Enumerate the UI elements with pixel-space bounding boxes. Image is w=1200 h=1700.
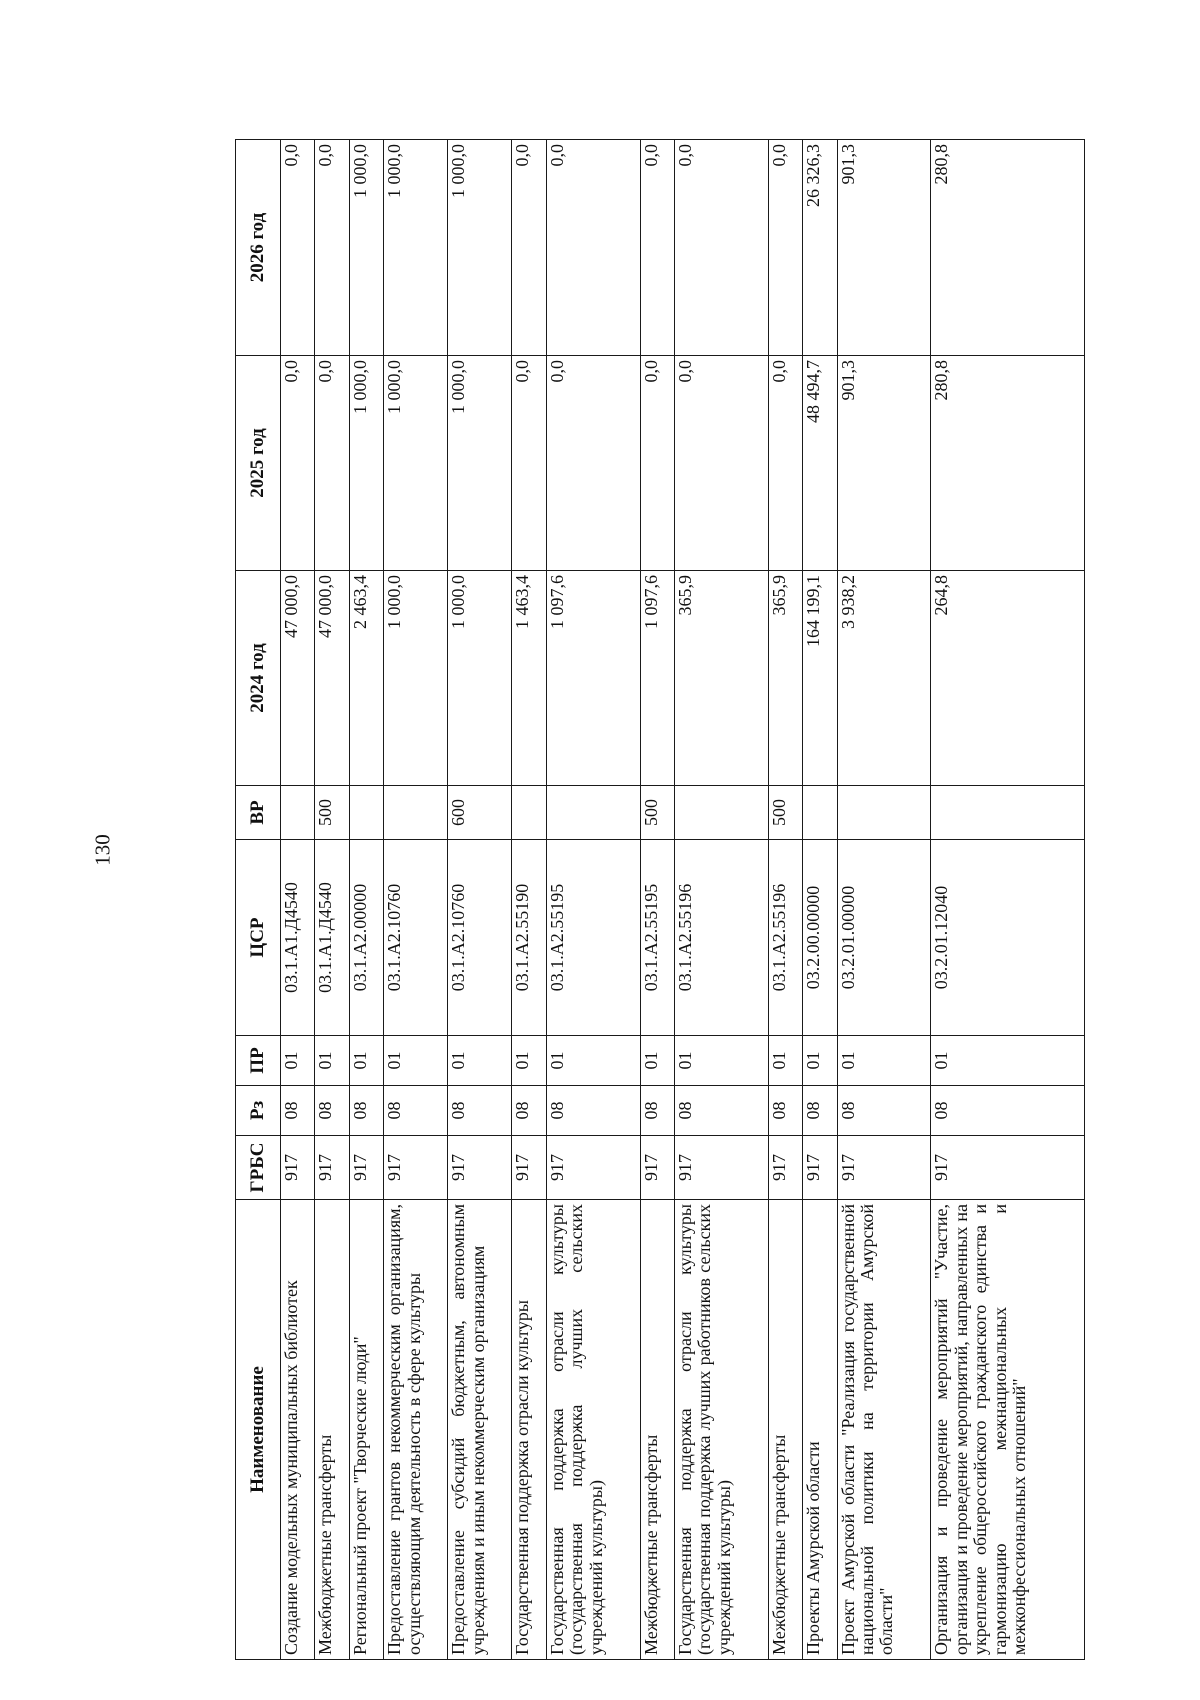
row-2026: 0,0 xyxy=(640,140,674,356)
row-csr: 03.1.А2.55196 xyxy=(674,840,768,1036)
row-name: Предоставление субсидий бюджетным, автономным учреждениям и иным некоммерческим организациям xyxy=(448,1200,512,1660)
row-2024: 1 097,6 xyxy=(640,571,674,786)
row-name: Межбюджетные трансферты xyxy=(640,1200,674,1660)
row-grbs: 917 xyxy=(281,1136,315,1200)
row-2024: 3 938,2 xyxy=(837,571,931,786)
row-pr: 01 xyxy=(546,1036,640,1086)
row-2026: 0,0 xyxy=(546,140,640,356)
row-2024: 365,9 xyxy=(674,571,768,786)
row-vr xyxy=(931,786,1085,840)
row-rz: 08 xyxy=(674,1086,768,1136)
row-rz: 08 xyxy=(512,1086,546,1136)
row-pr: 01 xyxy=(768,1036,802,1086)
row-2025: 0,0 xyxy=(546,356,640,571)
header-grbs: ГРБС xyxy=(236,1136,281,1200)
row-csr: 03.2.01.00000 xyxy=(837,840,931,1036)
row-pr: 01 xyxy=(281,1036,315,1086)
row-vr xyxy=(384,786,448,840)
row-2025: 0,0 xyxy=(674,356,768,571)
row-2026: 280,8 xyxy=(931,140,1085,356)
row-2024: 47 000,0 xyxy=(281,571,315,786)
row-name: Предоставление грантов некоммерческим организациям, осуществляющим деятельность в сфере культуры xyxy=(384,1200,448,1660)
row-grbs: 917 xyxy=(640,1136,674,1200)
row-rz: 08 xyxy=(281,1086,315,1136)
table-row xyxy=(768,140,802,1660)
row-pr: 01 xyxy=(640,1036,674,1086)
row-2026: 0,0 xyxy=(281,140,315,356)
row-name: Межбюджетные трансферты xyxy=(768,1200,802,1660)
row-2026: 26 326,3 xyxy=(803,140,837,356)
row-2026: 1 000,0 xyxy=(349,140,383,356)
row-vr xyxy=(546,786,640,840)
row-2025: 0,0 xyxy=(768,356,802,571)
row-csr: 03.1.А2.55195 xyxy=(546,840,640,1036)
table-row xyxy=(546,140,640,1660)
row-csr: 03.1.А2.00000 xyxy=(349,840,383,1036)
row-2024: 1 463,4 xyxy=(512,571,546,786)
row-name: Государственная поддержка отрасли культуры (государственная поддержка лучших работников сельских учреждений культуры) xyxy=(674,1200,768,1660)
header-2024: 2024 год xyxy=(236,571,281,786)
header-name: Наименование xyxy=(236,1200,281,1660)
row-2026: 0,0 xyxy=(674,140,768,356)
row-csr: 03.1.А2.55196 xyxy=(768,840,802,1036)
row-2026: 1 000,0 xyxy=(384,140,448,356)
header-rz: Рз xyxy=(236,1086,281,1136)
row-grbs: 917 xyxy=(512,1136,546,1200)
row-name: Государственная поддержка отрасли культуры (государственная поддержка лучших сельских учреждений культуры) xyxy=(546,1200,640,1660)
rotated-page-content xyxy=(235,140,1085,1660)
row-pr: 01 xyxy=(315,1036,349,1086)
row-pr: 01 xyxy=(384,1036,448,1086)
row-2025: 48 494,7 xyxy=(803,356,837,571)
row-2025: 901,3 xyxy=(837,356,931,571)
row-grbs: 917 xyxy=(768,1136,802,1200)
header-2025: 2025 год xyxy=(236,356,281,571)
row-csr: 03.1.А2.10760 xyxy=(448,840,512,1036)
row-pr: 01 xyxy=(674,1036,768,1086)
table-row xyxy=(640,140,674,1660)
table-row xyxy=(349,140,383,1660)
table-row xyxy=(674,140,768,1660)
row-rz: 08 xyxy=(448,1086,512,1136)
row-rz: 08 xyxy=(931,1086,1085,1136)
row-vr xyxy=(674,786,768,840)
table-row xyxy=(448,140,512,1660)
table-row xyxy=(803,140,837,1660)
row-vr xyxy=(837,786,931,840)
table-row xyxy=(512,140,546,1660)
row-vr: 600 xyxy=(448,786,512,840)
row-pr: 01 xyxy=(931,1036,1085,1086)
header-2026: 2026 год xyxy=(236,140,281,356)
row-2024: 365,9 xyxy=(768,571,802,786)
row-2026: 0,0 xyxy=(512,140,546,356)
row-pr: 01 xyxy=(803,1036,837,1086)
row-vr: 500 xyxy=(315,786,349,840)
row-2025: 280,8 xyxy=(931,356,1085,571)
row-name: Региональный проект "Творческие люди" xyxy=(349,1200,383,1660)
row-2024: 47 000,0 xyxy=(315,571,349,786)
row-grbs: 917 xyxy=(349,1136,383,1200)
row-2026: 0,0 xyxy=(768,140,802,356)
row-rz: 08 xyxy=(384,1086,448,1136)
row-name: Организация и проведение мероприятий "Участие, организация и проведение мероприятий, направленных на укрепление общероссийского гражданского единства и гармонизацию межнациональных и межконфессиональных отношений" xyxy=(931,1200,1085,1660)
budget-table xyxy=(235,139,1085,1660)
row-rz: 08 xyxy=(803,1086,837,1136)
row-grbs: 917 xyxy=(837,1136,931,1200)
row-name: Создание модельных муниципальных библиотек xyxy=(281,1200,315,1660)
row-2025: 0,0 xyxy=(512,356,546,571)
header-pr: ПР xyxy=(236,1036,281,1086)
row-2025: 0,0 xyxy=(640,356,674,571)
row-2025: 0,0 xyxy=(315,356,349,571)
row-2026: 901,3 xyxy=(837,140,931,356)
row-2026: 0,0 xyxy=(315,140,349,356)
row-grbs: 917 xyxy=(546,1136,640,1200)
row-name: Проекты Амурской области xyxy=(803,1200,837,1660)
row-2025: 1 000,0 xyxy=(448,356,512,571)
row-vr xyxy=(803,786,837,840)
row-grbs: 917 xyxy=(674,1136,768,1200)
row-rz: 08 xyxy=(640,1086,674,1136)
row-vr xyxy=(512,786,546,840)
row-rz: 08 xyxy=(315,1086,349,1136)
table-header-row xyxy=(236,140,281,1660)
row-2024: 164 199,1 xyxy=(803,571,837,786)
row-csr: 03.1.А2.55190 xyxy=(512,840,546,1036)
table-row xyxy=(384,140,448,1660)
row-2025: 1 000,0 xyxy=(349,356,383,571)
row-2026: 1 000,0 xyxy=(448,140,512,356)
row-csr: 03.1.А1.Д4540 xyxy=(315,840,349,1036)
row-vr xyxy=(349,786,383,840)
row-vr: 500 xyxy=(768,786,802,840)
row-2024: 2 463,4 xyxy=(349,571,383,786)
row-pr: 01 xyxy=(837,1036,931,1086)
table-row xyxy=(931,140,1085,1660)
row-pr: 01 xyxy=(349,1036,383,1086)
row-rz: 08 xyxy=(349,1086,383,1136)
header-csr: ЦСР xyxy=(236,840,281,1036)
row-csr: 03.1.А1.Д4540 xyxy=(281,840,315,1036)
row-2024: 264,8 xyxy=(931,571,1085,786)
row-2024: 1 097,6 xyxy=(546,571,640,786)
row-2025: 0,0 xyxy=(281,356,315,571)
row-vr xyxy=(281,786,315,840)
header-vr: ВР xyxy=(236,786,281,840)
row-csr: 03.2.01.12040 xyxy=(931,840,1085,1036)
row-pr: 01 xyxy=(512,1036,546,1086)
page-number: 130 xyxy=(90,834,115,866)
row-pr: 01 xyxy=(448,1036,512,1086)
row-grbs: 917 xyxy=(448,1136,512,1200)
row-rz: 08 xyxy=(546,1086,640,1136)
row-rz: 08 xyxy=(837,1086,931,1136)
row-csr: 03.2.00.00000 xyxy=(803,840,837,1036)
row-name: Государственная поддержка отрасли культуры xyxy=(512,1200,546,1660)
table-row xyxy=(315,140,349,1660)
row-name: Проект Амурской области "Реализация государственной национальной политики на территории Амурской области" xyxy=(837,1200,931,1660)
row-2025: 1 000,0 xyxy=(384,356,448,571)
row-grbs: 917 xyxy=(315,1136,349,1200)
row-grbs: 917 xyxy=(384,1136,448,1200)
row-2024: 1 000,0 xyxy=(448,571,512,786)
table-row xyxy=(281,140,315,1660)
row-rz: 08 xyxy=(768,1086,802,1136)
row-grbs: 917 xyxy=(803,1136,837,1200)
row-vr: 500 xyxy=(640,786,674,840)
row-csr: 03.1.А2.55195 xyxy=(640,840,674,1036)
row-2024: 1 000,0 xyxy=(384,571,448,786)
row-grbs: 917 xyxy=(931,1136,1085,1200)
row-csr: 03.1.А2.10760 xyxy=(384,840,448,1036)
row-name: Межбюджетные трансферты xyxy=(315,1200,349,1660)
table-row xyxy=(837,140,931,1660)
